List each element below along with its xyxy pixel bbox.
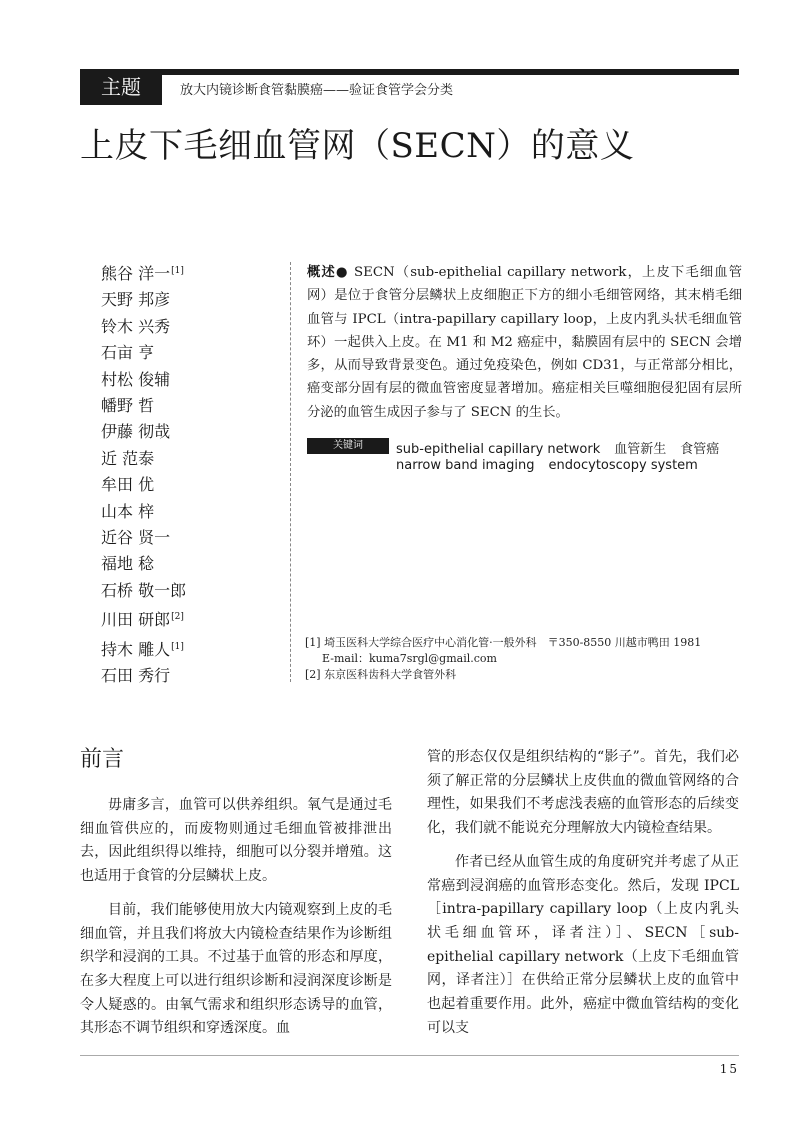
author: 幡野 哲 [101, 396, 155, 416]
affiliation-1: [1] 埼玉医科大学综合医疗中心消化管·一般外科 〒350-8550 川越市鸭田 1981 [305, 636, 702, 649]
author: 石亩 亨 [101, 343, 155, 363]
column-divider [290, 262, 291, 682]
author: 牟田 优 [101, 475, 155, 495]
section-tag: 主题 [80, 69, 162, 105]
paragraph: 目前，我们能够使用放大内镜观察到上皮的毛细血管，并且我们将放大内镜检查结果作为诊断组织学和浸润的工具。不过基于血管的形态和厚度，在多大程度上可以进行组织诊断和浸润深度诊断是令人疑惑的。由氧气需求和组织形态诱导的血管，其形态不调节组织和穿透深度。血 [80, 901, 392, 1037]
header-rule [80, 69, 739, 75]
author: 持木 雕人[1] [101, 639, 184, 659]
author: 近 范泰 [101, 448, 155, 468]
body-column-left [80, 794, 392, 1041]
keywords-line-2 [396, 458, 712, 473]
author: 石田 秀行 [101, 666, 171, 686]
author: 伊藤 彻哉 [101, 422, 171, 442]
abstract-text: SECN（sub-epithelial capillary network，上皮下毛细血管网）是位于食管分层鳞状上皮细胞正下方的细小毛细管网络，其末梢毛细血管与 IPCL（intra-papillary capillary loop，上皮内乳头状毛细血管环）一起供入上皮。在 M1 和 M2 癌症中，黏膜固有层中的 SECN 会增多，从而导致背景变色。通过免疫染色，例如 CD31，与正常部分相比，癌变部分固有层的微血管密度显著增加。癌症相关巨噬细胞侵犯固有层所分泌的血管生成因子参与了 SECN 的生长。 [307, 265, 742, 420]
paragraph: 毋庸多言，血管可以供养组织。氧气是通过毛细血管供应的，而废物则通过毛细血管被排泄出去，因此组织得以维持，细胞可以分裂并增殖。这也适用于食管的分层鳞状上皮。 [80, 797, 392, 885]
page-number: 15 [719, 1062, 739, 1076]
author: 铃木 兴秀 [101, 316, 171, 336]
paragraph: 作者已经从血管生成的角度研究并考虑了从正常癌到浸润癌的血管形态变化。然后，发现 IPCL［intra-papillary capillary loop（上皮内乳头状毛细血管环，译者注）］、SECN［sub-epithelial capillary network（上皮下毛细血管网，译者注）］在供给正常分层鳞状上皮的血管中也起着重要作用。此外，癌症中微血管结构的变化可以支 [427, 853, 739, 1036]
series-title: 放大内镜诊断食管黏膜癌——验证食管学会分类 [180, 83, 454, 98]
keyword: 血管新生 [614, 442, 667, 457]
affiliation-email: E-mail：kuma7srgl@gmail.com [322, 652, 497, 665]
footer-rule [80, 1055, 739, 1056]
abstract-lead: 概述● [307, 265, 349, 280]
keywords-line-1 [396, 438, 733, 457]
article-title: 上皮下毛细血管网（SECN）的意义 [80, 126, 635, 166]
author: 近谷 贤一 [101, 528, 171, 548]
keyword: narrow band imaging [396, 458, 535, 473]
author: 村松 俊辅 [101, 369, 171, 389]
section-heading: 前言 [80, 747, 125, 772]
author: 熊谷 洋一[1] [101, 264, 184, 283]
author: 山本 梓 [101, 501, 155, 521]
author: 川田 研郎[2] [101, 610, 184, 630]
keyword: 食管癌 [680, 442, 720, 457]
author-list [101, 258, 186, 690]
author: 石桥 敬一郎 [101, 580, 187, 600]
author: 福地 稔 [101, 554, 155, 574]
author: 天野 邦彦 [101, 290, 171, 310]
body-column-right [427, 746, 739, 1040]
paragraph: 管的形态仅仅是组织结构的“影子”。首先，我们必须了解正常的分层鳞状上皮供血的微血管网络的合理性，如果我们不考虑浅表癌的血管形态的后续变化，我们就不能说充分理解放大内镜检查结果。 [427, 749, 739, 837]
keywords-label: 关键词 [307, 438, 389, 454]
keyword: sub-epithelial capillary network [396, 442, 601, 457]
keyword: endocytoscopy system [548, 458, 698, 473]
affiliation-2: [2] 东京医科齿科大学食管外科 [305, 668, 457, 681]
abstract [307, 261, 742, 424]
